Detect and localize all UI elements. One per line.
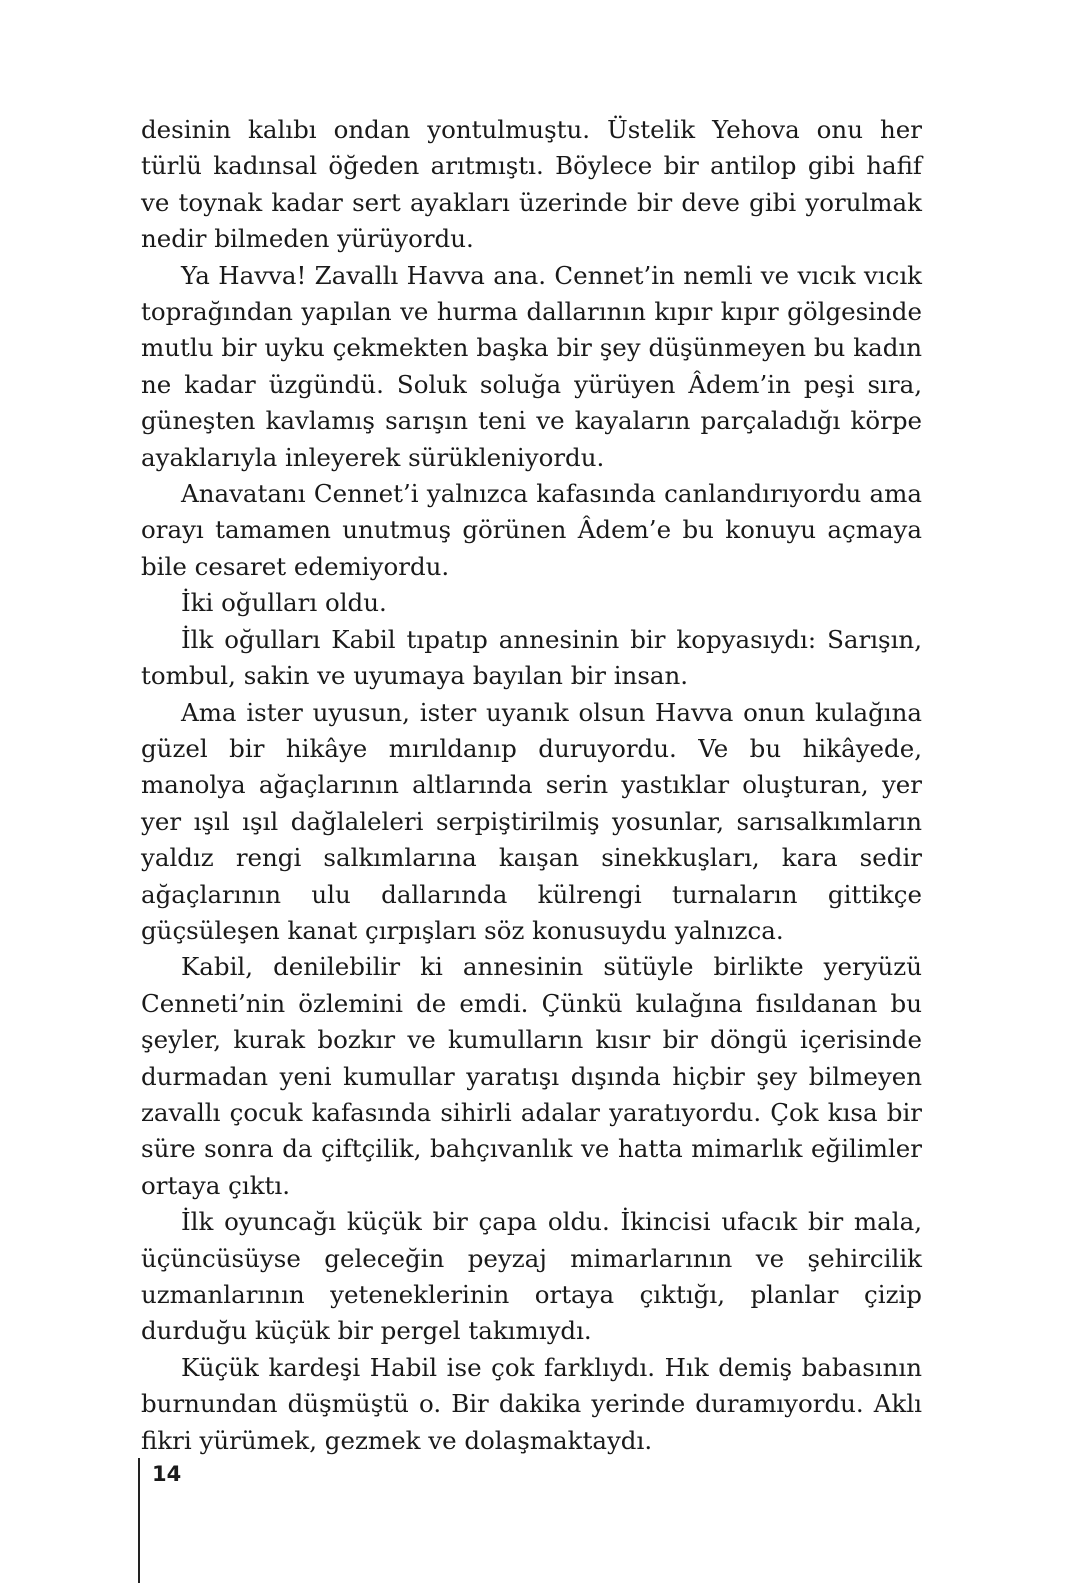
paragraph: Ya Havva! Zavallı Havva ana. Cennet’in nemli ve vıcık vıcık toprağından yapılan ve hurma dallarının kıpır kıpır gölgesinde mutlu bir uyku çekmekten başka bir şey düşünmeyen bu kadın ne kadar üzgündü. Soluk soluğa yürüyen Âdem’in peşi sıra, güneşten kavlamış sarışın teni ve kayaların parçaladığı körpe ayaklarıyla inleyerek sürükleniyordu. <box>141 260 922 472</box>
page-number: 14 <box>152 1462 182 1486</box>
paragraph: İlk oyuncağı küçük bir çapa oldu. İkincisi ufacık bir mala, üçüncüsüyse geleceğin peyzaj mimarlarının ve şehircilik uzmanlarının yeteneklerinin ortaya çıktığı, planlar çizip durduğu küçük bir pergel takımıydı. <box>141 1207 922 1346</box>
paragraph: İki oğulları oldu. <box>181 588 387 618</box>
paragraph: Ama ister uyusun, ister uyanık olsun Havva onun kulağına güzel bir hikâye mırıldanıp duruyordu. Ve bu hikâyede, manolya ağaçlarının altlarında serin yastıklar oluşturan, yer yer ışıl ışıl dağlaleleri serpiştirilmiş yosunlar, sarısalkımların yaldız rengi salkımlarına kaışan sinekkuşları, kara sedir ağaçlarının ulu dallarında külrengi turnaların gittikçe güçsüleşen kanat çırpışları söz konusuydu yalnızca. <box>141 697 922 945</box>
paragraph: Küçük kardeşi Habil ise çok farklıydı. Hık demiş babasının burnundan düşmüştü o. Bir dakika yerinde duramıyordu. Aklı fikri yürümek, gezmek ve dolaşmaktaydı. <box>141 1352 922 1455</box>
paragraph: Anavatanı Cennet’i yalnızca kafasında canlandırıyordu ama orayı tamamen unutmuş görünen Âdem’e bu konuyu açmaya bile cesaret edemiyordu. <box>141 479 922 581</box>
footer-rule <box>138 1458 140 1583</box>
paragraph-continuation: desinin kalıbı ondan yontulmuştu. Üstelik Yehova onu her türlü kadınsal öğeden arıtmıştı. Böylece bir antilop gibi hafif ve toynak kadar sert ayakları üzerinde bir deve gibi yorulmak nedir bilmeden yürüyordu. <box>141 115 922 254</box>
paragraph: İlk oğulları Kabil tıpatıp annesinin bir kopyasıydı: Sarışın, tombul, sakin ve uyumaya bayılan bir insan. <box>141 624 922 691</box>
paragraph: Kabil, denilebilir ki annesinin sütüyle birlikte yeryüzü Cenneti’nin özlemini de emdi. Çünkü kulağına fısıldanan bu şeyler, kurak bozkır ve kumulların kısır bir döngü içerisinde durmadan yeni kumullar yaratışı dışında hiçbir şey bilmeyen zavallı çocuk kafasında sihirli adalar yaratıyordu. Çok kısa bir süre sonra da çiftçilik, bahçıvanlık ve hatta mimarlık eğilimler ortaya çıktı. <box>141 952 922 1200</box>
body-text <box>141 112 922 1459</box>
